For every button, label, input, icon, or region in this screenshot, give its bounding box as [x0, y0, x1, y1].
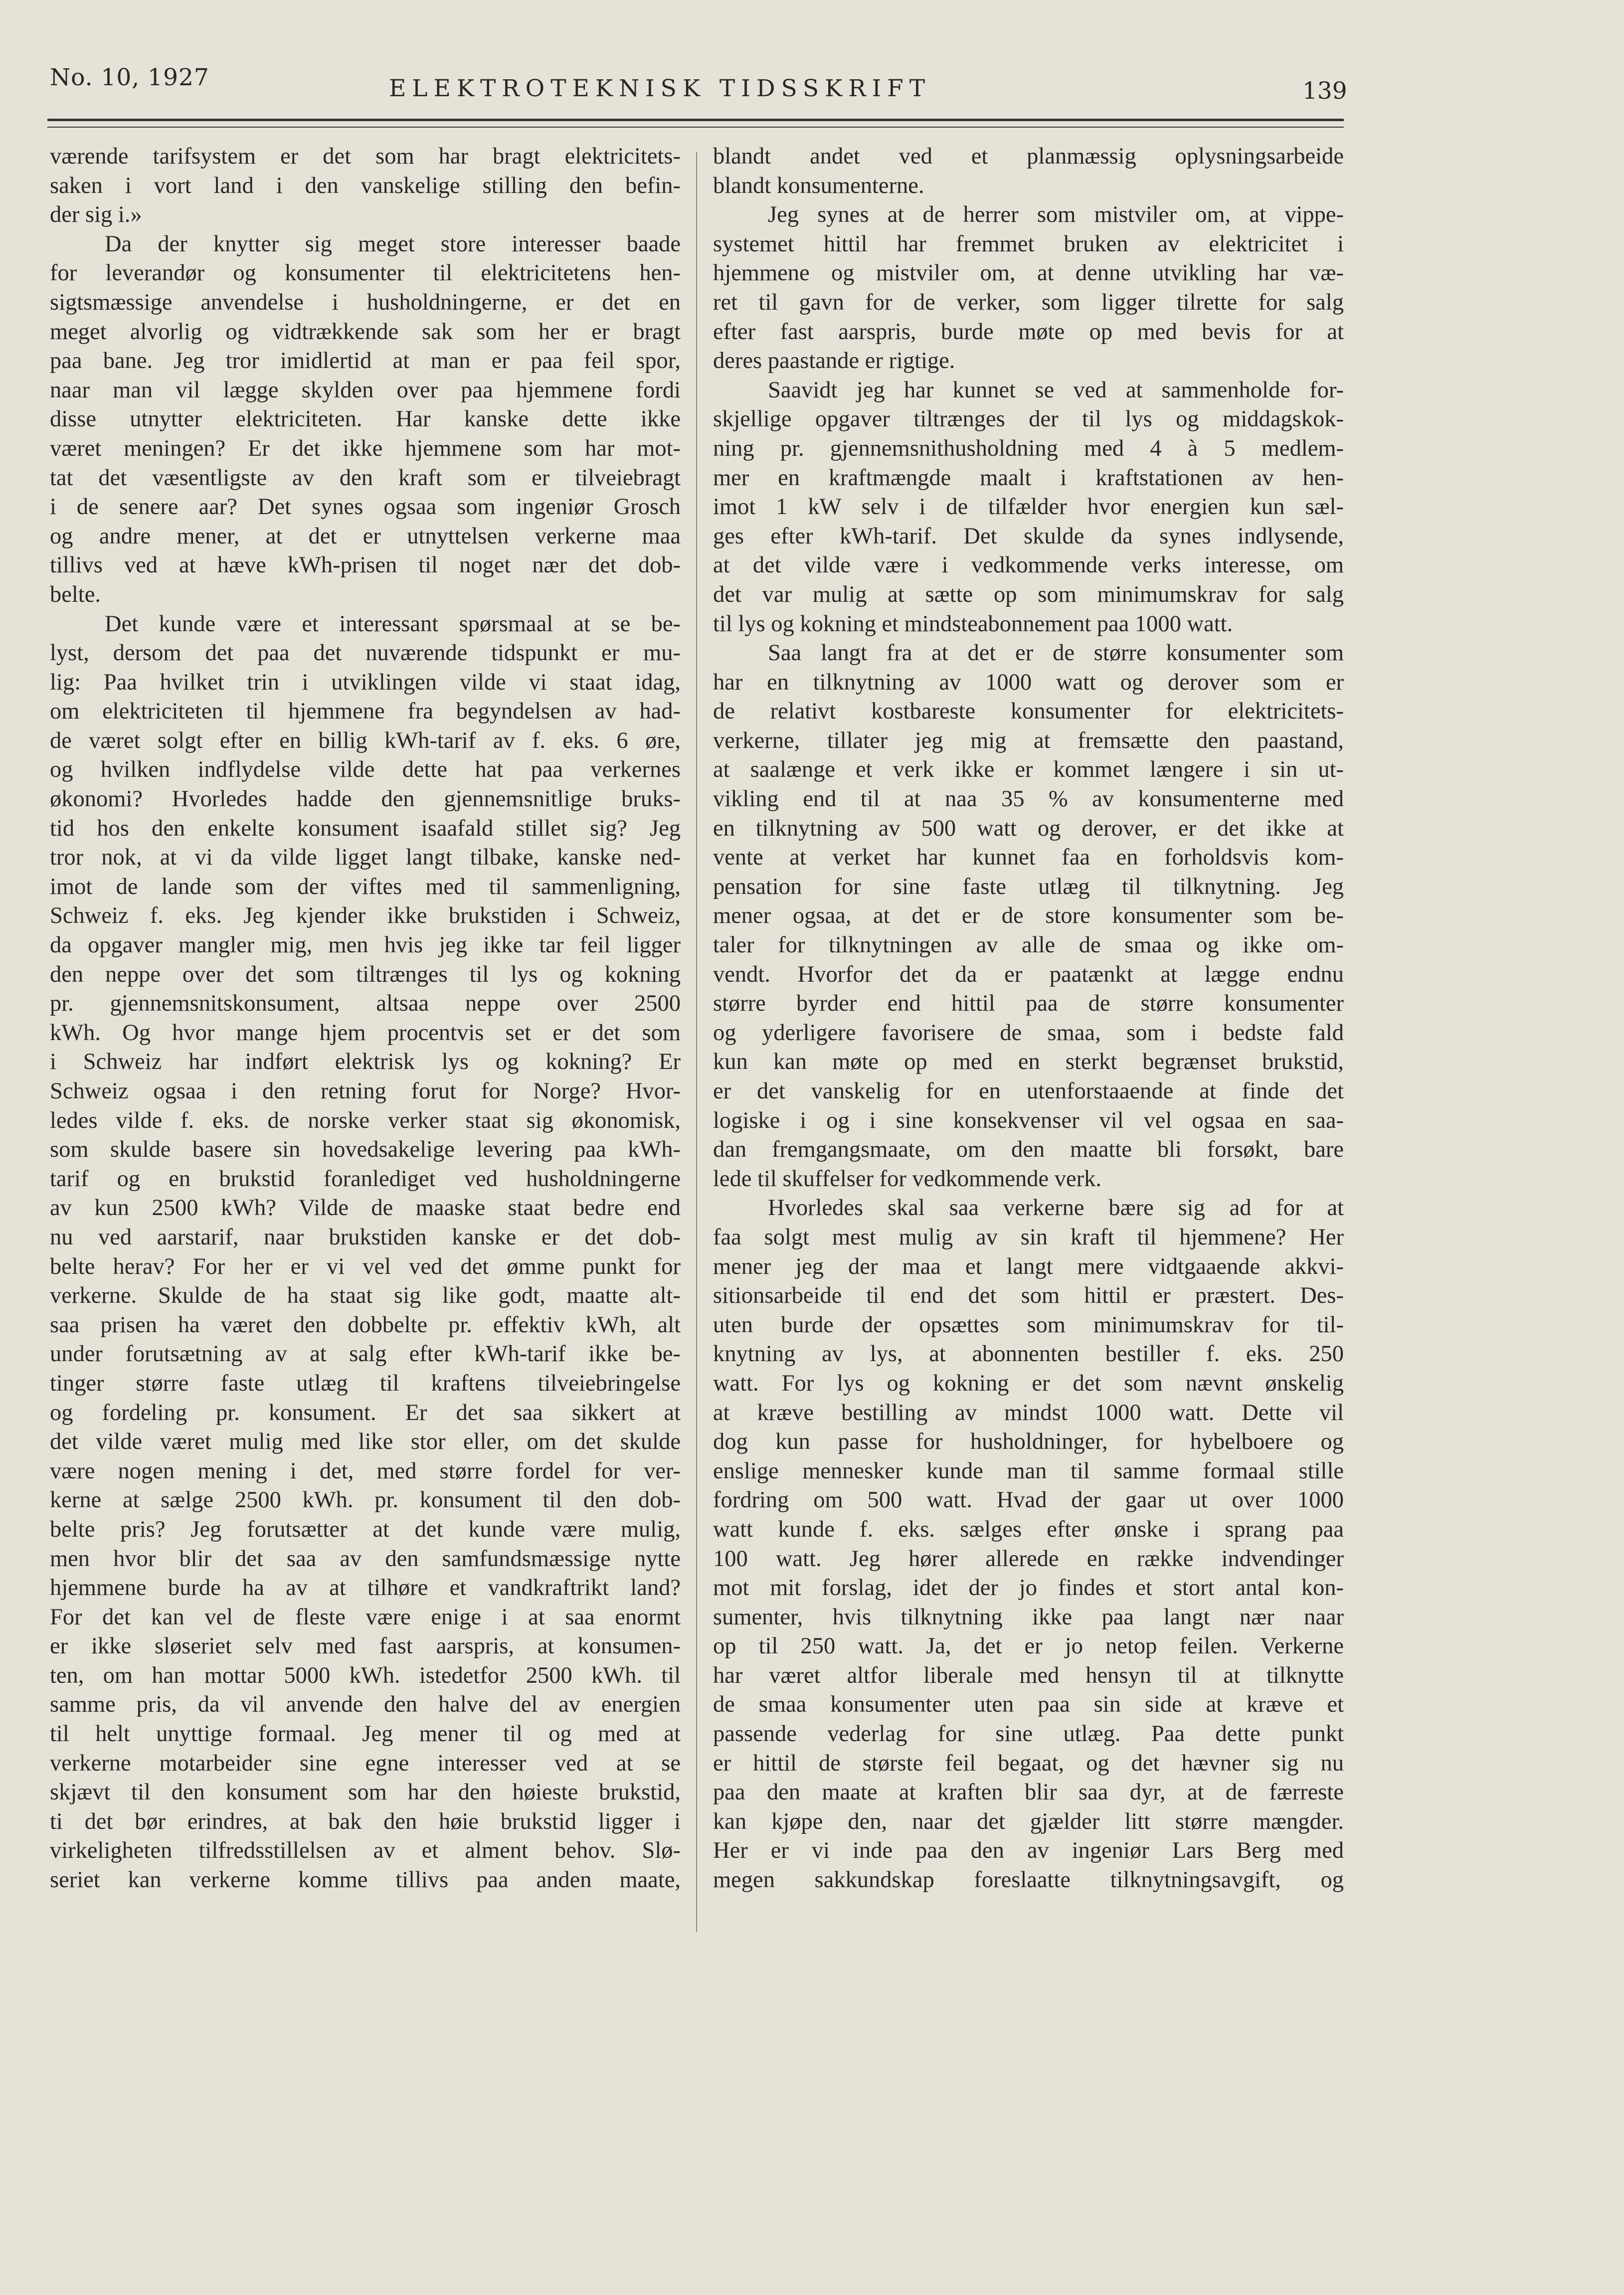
text-line: for leverandør og konsumenter til elektricitetens hen- [50, 260, 681, 286]
text-line: nu ved aarstarif, naar brukstiden kanske er det dob- [50, 1224, 681, 1250]
header-rule-thin [47, 127, 1344, 128]
text-line: seriet kan verkerne komme tillivs paa anden maate, [50, 1867, 681, 1893]
text-line: kan kjøpe den, naar det gjælder litt større mængder. [713, 1808, 1344, 1834]
text-line: blandt andet ved et planmæssig oplysningsarbeide [713, 144, 1344, 169]
text-line: passende vederlag for sine utlæg. Paa dette punkt [713, 1721, 1344, 1747]
text-line: det var mulig at sætte op som minimumskrav for salg [713, 581, 1344, 607]
text-line: vente at verket har kunnet faa en forholdsvis kom- [713, 845, 1344, 871]
text-line: knytning av lys, at abonnenten bestiller f. eks. 250 [713, 1341, 1344, 1367]
text-line: saken i vort land i den vanskelige stilling den befin- [50, 173, 681, 198]
text-line: til helt unyttige formaal. Jeg mener til og med at [50, 1721, 681, 1747]
text-line: paa bane. Jeg tror imidlertid at man er paa feil spor, [50, 348, 681, 374]
text-line: kun kan møte op med en sterkt begrænset brukstid, [713, 1049, 1344, 1075]
text-line: imot 1 kW selv i de tilfælder hvor energien kun sæl- [713, 494, 1344, 520]
text-line: har været altfor liberale med hensyn til at tilknytte [713, 1662, 1344, 1688]
text-line: i de senere aar? Det synes ogsaa som ingeniør Grosch [50, 494, 681, 520]
text-line: 100 watt. Jeg hører allerede en række indvendinger [713, 1546, 1344, 1572]
text-line: faa solgt mest mulig av sin kraft til hjemmene? Her [713, 1224, 1344, 1250]
text-line: mer en kraftmængde maalt i kraftstationen av hen- [713, 465, 1344, 491]
text-line: Det kunde være et interessant spørsmaal at se be- [105, 611, 681, 637]
text-line: Schweiz f. eks. Jeg kjender ikke brukstiden i Schweiz, [50, 903, 681, 929]
text-line: om elektriciteten til hjemmene fra begyndelsen av had- [50, 699, 681, 724]
text-line: dan fremgangsmaate, om den maatte bli forsøkt, bare [713, 1137, 1344, 1163]
page-header [0, 0, 1624, 140]
text-line: verkerne. Skulde de ha staat sig like godt, maatte alt- [50, 1283, 681, 1309]
text-line: tid hos den enkelte konsument isaafald stillet sig? Jeg [50, 815, 681, 841]
text-line: Saavidt jeg har kunnet se ved at sammenholde for- [768, 377, 1344, 403]
text-line: For det kan vel de fleste være enige i at saa enormt [50, 1604, 681, 1630]
text-line: være nogen mening i det, med større fordel for ver- [50, 1458, 681, 1484]
text-line: er hittil de største feil begaat, og det hævner sig nu [713, 1750, 1344, 1776]
text-line: sitionsarbeide til end det som hittil er præstert. Des- [713, 1283, 1344, 1309]
text-line: og hvilken indflydelse vilde dette hat paa verkernes [50, 757, 681, 783]
text-line: megen sakkundskap foreslaatte tilknytningsavgift, og [713, 1867, 1344, 1893]
text-line: av kun 2500 kWh? Vilde de maaske staat bedre end [50, 1195, 681, 1221]
text-line: en tilknytning av 500 watt og derover, er det ikke at [713, 815, 1344, 841]
text-line: disse utnytter elektriciteten. Har kanske dette ikke [50, 406, 681, 432]
text-line: belte. [50, 581, 101, 607]
text-line: som skulde basere sin hovedsakelige levering paa kWh- [50, 1137, 681, 1163]
text-line: at kræve bestilling av mindst 1000 watt. Dette vil [713, 1400, 1344, 1425]
text-line: og fordeling pr. konsument. Er det saa sikkert at [50, 1400, 681, 1425]
text-line: det vilde været mulig med like stor eller, om det skulde [50, 1429, 681, 1455]
text-line: ning pr. gjennemsnithusholdning med 4 à 5 medlem- [713, 435, 1344, 461]
text-line: naar man vil lægge skylden over paa hjemmene fordi [50, 377, 681, 403]
text-line: værende tarifsystem er det som har bragt elektricitets- [50, 144, 681, 169]
header-rule-thick [47, 119, 1344, 121]
text-line: blandt konsumenterne. [713, 173, 924, 198]
text-line: imot de lande som der viftes med til sammenligning, [50, 874, 681, 899]
text-line: belte herav? For her er vi vel ved det ømme punkt for [50, 1253, 681, 1279]
text-line: ti det bør erindres, at bak den høie brukstid ligger i [50, 1808, 681, 1834]
text-line: pensation for sine faste utlæg til tilknytning. Jeg [713, 874, 1344, 899]
text-line: større byrder end hittil paa de større konsumenter [713, 991, 1344, 1017]
text-line: Her er vi inde paa den av ingeniør Lars Berg med [713, 1838, 1344, 1864]
text-line: og andre mener, at det er utnyttelsen verkerne maa [50, 523, 681, 549]
text-line: ret til gavn for de verker, som ligger tilrette for salg [713, 289, 1344, 315]
text-line: paa den maate at kraften blir saa dyr, at de færreste [713, 1779, 1344, 1805]
text-line: de været solgt efter en billig kWh-tarif av f. eks. 6 øre, [50, 727, 681, 753]
text-line: hjemmene burde ha av at tilhøre et vandkraftrikt land? [50, 1575, 681, 1601]
text-line: tinger større faste utlæg til kraftens tilveiebringelse [50, 1370, 681, 1396]
text-line: deres paastande er rigtige. [713, 348, 955, 374]
text-line: men hvor blir det saa av den samfundsmæssige nytte [50, 1546, 681, 1572]
text-line: Da der knytter sig meget store interesser baade [105, 231, 681, 257]
left-column [50, 142, 681, 1895]
text-line: er ikke sløseriet selv med fast aarspris, at konsumen- [50, 1633, 681, 1659]
text-line: de smaa konsumenter uten paa sin side at kræve et [713, 1692, 1344, 1718]
text-line: da opgaver mangler mig, men hvis jeg ikke tar feil ligger [50, 932, 681, 958]
text-line: enslige mennesker kunde man til samme formaal stille [713, 1458, 1344, 1484]
text-line: verkerne motarbeider sine egne interesser ved at se [50, 1750, 681, 1776]
text-line: under forutsætning av at salg efter kWh-tarif ikke be- [50, 1341, 681, 1367]
text-line: mener jeg der maa et langt mere vidtgaaende akkvi- [713, 1253, 1344, 1279]
text-line: watt kunde f. eks. sælges efter ønske i sprang paa [713, 1516, 1344, 1542]
text-line: op til 250 watt. Ja, det er jo netop feilen. Verkerne [713, 1633, 1344, 1659]
text-line: dog kun passe for husholdninger, for hybelboere og [713, 1429, 1344, 1455]
text-line: lyst, dersom det paa det nuværende tidspunkt er mu- [50, 640, 681, 666]
text-line: uten burde der opsættes som minimumskrav for til- [713, 1312, 1344, 1338]
text-line: fordring om 500 watt. Hvad der gaar ut over 1000 [713, 1487, 1344, 1513]
text-line: til lys og kokning et mindsteabonnement paa 1000 watt. [713, 611, 1233, 637]
text-line: de relativt kostbareste konsumenter for elektricitets- [713, 699, 1344, 724]
text-line: at saalænge et verk ikke er kommet længere i sin ut- [713, 757, 1344, 783]
text-line: systemet hittil har fremmet bruken av elektricitet i [713, 231, 1344, 257]
text-line: at det vilde være i vedkommende verks interesse, om [713, 552, 1344, 578]
issue-info: No. 10, 1927 [50, 64, 209, 91]
text-line: watt. For lys og kokning er det som nævnt ønskelig [713, 1370, 1344, 1396]
text-line: mot mit forslag, idet der jo findes et stort antal kon- [713, 1575, 1344, 1601]
text-line: økonomi? Hvorledes hadde den gjennemsnitlige bruks- [50, 786, 681, 812]
text-line: skjellige opgaver tiltrænges der til lys og middagskok- [713, 406, 1344, 432]
text-line: skjævt til den konsument som har den høieste brukstid, [50, 1779, 681, 1805]
column-divider [696, 152, 697, 1932]
text-line: hjemmene og mistviler om, at denne utvikling har væ- [713, 260, 1344, 286]
text-line: Jeg synes at de herrer som mistviler om, at vippe- [768, 202, 1344, 228]
text-line: og yderligere favorisere de smaa, som i bedste fald [713, 1020, 1344, 1046]
text-line: ten, om han mottar 5000 kWh. istedetfor 2500 kWh. til [50, 1662, 681, 1688]
text-line: tat det væsentligste av den kraft som er tilveiebragt [50, 465, 681, 491]
text-line: ledes vilde f. eks. de norske verker staat sig økonomisk, [50, 1107, 681, 1133]
text-line: kWh. Og hvor mange hjem procentvis set er det som [50, 1020, 681, 1046]
text-line: logiske i og i sine konsekvenser vil vel ogsaa en saa- [713, 1107, 1344, 1133]
text-line: været meningen? Er det ikke hjemmene som har mot- [50, 435, 681, 461]
text-line: taler for tilknytningen av alle de smaa og ikke om- [713, 932, 1344, 958]
text-line: pr. gjennemsnitskonsument, altsaa neppe over 2500 [50, 991, 681, 1017]
text-line: tarif og en brukstid foranlediget ved husholdningerne [50, 1166, 681, 1192]
text-line: tillivs ved at hæve kWh-prisen til noget nær det dob- [50, 552, 681, 578]
text-line: har en tilknytning av 1000 watt og derover som er [713, 669, 1344, 695]
text-line: er det vanskelig for en utenforstaaende at finde det [713, 1078, 1344, 1104]
text-line: meget alvorlig og vidtrækkende sak som her er bragt [50, 319, 681, 345]
text-line: belte pris? Jeg forutsætter at det kunde være mulig, [50, 1516, 681, 1542]
right-column [713, 142, 1344, 1895]
text-line: tror nok, at vi da vilde ligget langt tilbake, kanske ned- [50, 845, 681, 871]
text-line: kerne at sælge 2500 kWh. pr. konsument til den dob- [50, 1487, 681, 1513]
text-line: sigtsmæssige anvendelse i husholdningerne, er det en [50, 289, 681, 315]
journal-title: ELEKTROTEKNISK TIDSSKRIFT [389, 75, 931, 102]
text-line: Saa langt fra at det er de større konsumenter som [768, 640, 1344, 666]
page-number: 139 [1302, 77, 1347, 105]
text-line: vendt. Hvorfor det da er paatænkt at lægge endnu [713, 961, 1344, 987]
text-line: der sig i.» [50, 202, 142, 228]
text-line: vikling end til at naa 35 % av konsumenterne med [713, 786, 1344, 812]
text-line: sumenter, hvis tilknytning ikke paa langt nær naar [713, 1604, 1344, 1630]
text-line: efter fast aarspris, burde møte op med bevis for at [713, 319, 1344, 345]
text-line: lig: Paa hvilket trin i utviklingen vilde vi staat idag, [50, 669, 681, 695]
text-line: saa prisen ha været den dobbelte pr. effektiv kWh, alt [50, 1312, 681, 1338]
text-line: Hvorledes skal saa verkerne bære sig ad for at [768, 1195, 1344, 1221]
text-line: mener ogsaa, at det er de store konsumenter som be- [713, 903, 1344, 929]
text-line: Schweiz ogsaa i den retning forut for Norge? Hvor- [50, 1078, 681, 1104]
text-line: samme pris, da vil anvende den halve del av energien [50, 1692, 681, 1718]
text-line: i Schweiz har indført elektrisk lys og kokning? Er [50, 1049, 681, 1075]
text-line: virkeligheten tilfredsstillelsen av et alment behov. Slø- [50, 1838, 681, 1864]
text-line: verkerne, tillater jeg mig at fremsætte den paastand, [713, 727, 1344, 753]
text-line: ges efter kWh-tarif. Det skulde da synes indlysende, [713, 523, 1344, 549]
text-line: lede til skuffelser for vedkommende verk. [713, 1166, 1102, 1192]
text-line: den neppe over det som tiltrænges til lys og kokning [50, 961, 681, 987]
